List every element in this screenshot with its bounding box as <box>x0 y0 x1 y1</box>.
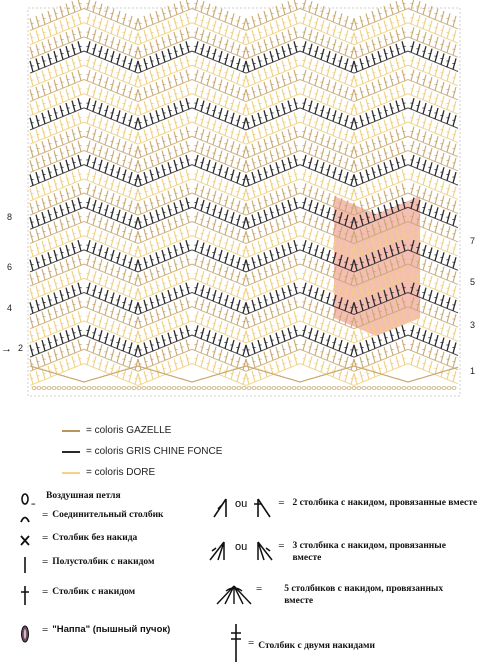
dc2tog-right-icon <box>250 497 276 519</box>
slip-label: Соединительный столбик <box>52 510 164 520</box>
row-number-8: 8 <box>7 212 13 222</box>
legend-dc3tog <box>206 540 472 564</box>
gris-swatch <box>62 451 80 453</box>
sc-label: Столбик без накида <box>52 533 138 543</box>
puff-label: "Наппа" (пышный пучок) <box>52 624 171 635</box>
dc5tog-icon <box>214 583 254 607</box>
single-crochet-icon <box>18 532 40 552</box>
dc3tog-left-icon <box>206 540 232 562</box>
half-double-crochet-icon <box>18 556 40 576</box>
chart-row <box>30 127 458 159</box>
dc2tog-ou: ou <box>235 498 248 510</box>
legend-chain <box>18 490 121 510</box>
gazelle-label: = coloris GAZELLE <box>86 425 172 436</box>
tr-label: Столбик с двумя накидами <box>258 641 376 651</box>
dc3tog-eq: = <box>278 540 285 552</box>
gazelle-swatch <box>62 430 80 432</box>
chart-row <box>30 169 458 201</box>
hdc-label: Полустолбик с накидом <box>52 557 155 567</box>
row-start-arrow-icon: → <box>1 343 12 355</box>
legend-puff <box>18 624 170 644</box>
dc-eq: = <box>42 586 49 598</box>
legend-tr <box>226 623 375 663</box>
chart-row <box>30 141 458 173</box>
dc2tog-left-icon <box>206 497 232 519</box>
chart-row <box>30 98 458 130</box>
row-number-3: 3 <box>470 320 476 330</box>
color-legend <box>62 420 322 483</box>
dore-label: = coloris DORE <box>86 467 156 478</box>
tr-eq: = <box>248 637 255 649</box>
row-number-7: 7 <box>470 236 476 246</box>
treble-crochet-icon <box>226 623 246 663</box>
legend-dc <box>18 586 135 606</box>
dc3tog-label: 3 столбика с накидом, провязанные вместе <box>292 541 446 563</box>
hdc-eq: = <box>42 556 49 568</box>
dc5tog-label: 5 столбиков с накидом, провязанных вместе <box>284 584 444 606</box>
chart-row <box>30 155 458 187</box>
chart-row <box>30 325 458 357</box>
gris-label: = coloris GRIS CHINE FONCE <box>86 446 223 457</box>
chart-row <box>30 56 458 88</box>
chart-row <box>30 70 458 102</box>
dc3tog-right-icon <box>250 540 276 562</box>
color-legend-gazelle <box>62 420 322 441</box>
chart-row <box>30 27 458 59</box>
legend-hdc <box>18 556 154 576</box>
svg-text:=: = <box>31 500 36 509</box>
row-number-1: 1 <box>470 366 476 376</box>
double-crochet-icon <box>18 586 40 606</box>
chain-label: Воздушная петля <box>46 491 121 501</box>
row-number-5: 5 <box>470 277 476 287</box>
chart-row <box>30 13 458 45</box>
sc-eq: = <box>42 532 49 544</box>
chart-row <box>30 354 458 386</box>
dc5tog-eq: = <box>256 583 263 595</box>
slip-stitch-icon <box>18 509 40 529</box>
color-legend-dore <box>62 462 322 483</box>
row-number-6: 6 <box>7 262 13 272</box>
legend-sc <box>18 532 137 552</box>
row-number-4: 4 <box>7 303 13 313</box>
chart-row <box>30 84 458 116</box>
dore-swatch <box>62 472 80 474</box>
chart-row <box>30 41 458 73</box>
dc2tog-eq: = <box>278 497 285 509</box>
puff-stitch-icon <box>18 624 40 644</box>
chart-row <box>30 112 458 144</box>
puff-eq: = <box>42 624 49 636</box>
chart-row <box>30 0 458 31</box>
dc2tog-label: 2 столбика с накидом, провязанные вместе <box>292 498 478 508</box>
slip-eq: = <box>42 509 49 521</box>
row-number-2: 2 <box>18 343 24 353</box>
color-legend-gris <box>62 441 322 462</box>
chain-icon <box>18 490 40 510</box>
legend-slip <box>18 509 164 529</box>
legend-dc2tog <box>206 497 482 519</box>
dc-label: Столбик с накидом <box>52 587 136 597</box>
dc3tog-ou: ou <box>235 541 248 553</box>
legend-dc5tog <box>214 583 464 607</box>
